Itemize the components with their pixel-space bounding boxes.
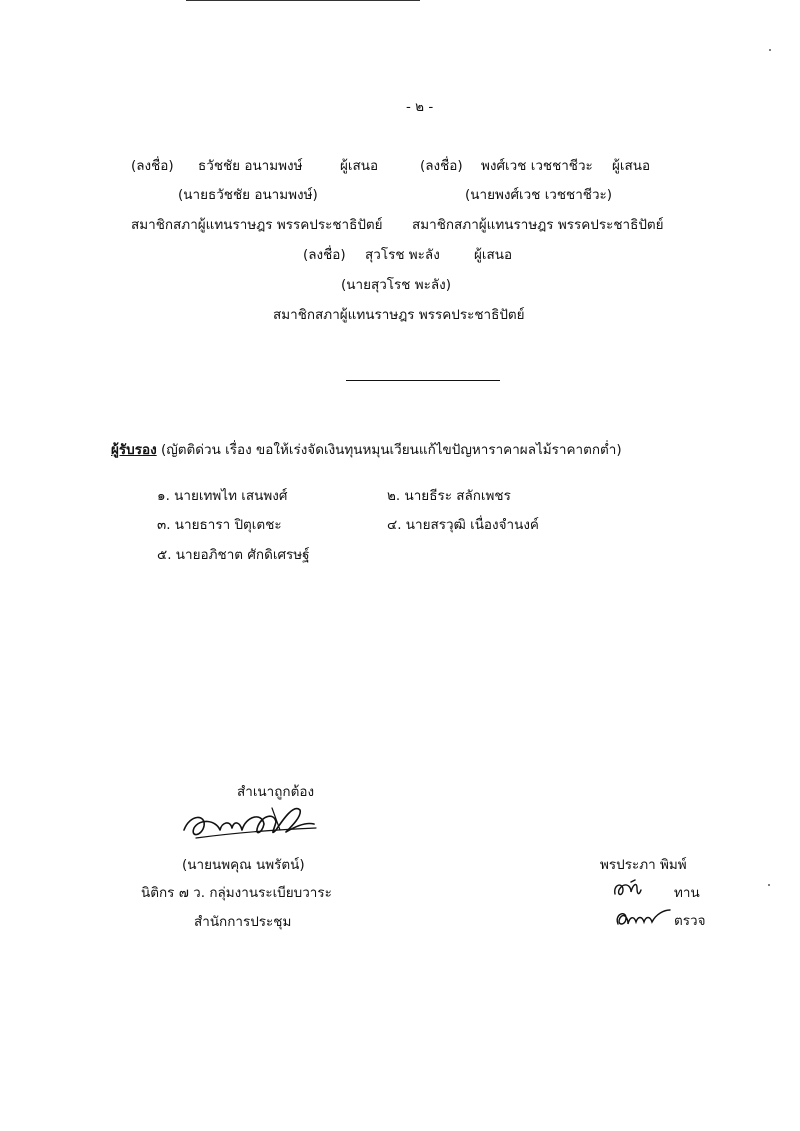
officer-name: (นายนพคุณ นพรัตน์) [182, 857, 305, 873]
center-proposer-role: ผู้เสนอ [474, 247, 513, 263]
left-full-name: (นายธวัชชัย อนามพงษ์) [178, 187, 318, 203]
page-number: - ๒ - [406, 99, 434, 115]
right-position: สมาชิกสภาผู้แทนราษฎร พรรคประชาธิปัตย์ [412, 217, 664, 233]
center-sign-label: (ลงชื่อ) [303, 247, 346, 263]
right-signature-name: พงศ์เวช เวชชาชีวะ [481, 158, 593, 174]
left-sign-label: (ลงชื่อ) [131, 158, 174, 174]
endorsement-line [111, 441, 622, 459]
typist-line: พรประภา พิมพ์ [600, 857, 687, 873]
separator-line [346, 380, 500, 381]
reviewer-initials [611, 878, 645, 900]
endorser-1: ๑. นายเทพไท เสนพงศ์ [157, 488, 288, 504]
left-signature-name: ธวัชชัย อนามพงษ์ [198, 158, 303, 174]
handwritten-signature [176, 800, 324, 850]
certified-copy-label: สำเนาถูกต้อง [237, 784, 315, 800]
officer-title: นิติกร ๗ ว. กลุ่มงานระเบียบวาระ [141, 885, 332, 901]
left-position: สมาชิกสภาผู้แทนราษฎร พรรคประชาธิปัตย์ [131, 217, 383, 233]
scan-speck [769, 49, 771, 51]
endorser-5: ๕. นายอภิชาต ศักดิเศรษฐ์ [157, 547, 310, 563]
center-full-name: (นายสุวโรช พะลัง) [341, 277, 452, 293]
left-proposer-role: ผู้เสนอ [340, 158, 379, 174]
checker-line: ตรวจ [674, 913, 706, 929]
office-name: สำนักการประชุม [194, 914, 292, 930]
scan-speck [768, 884, 770, 886]
right-sign-label: (ลงชื่อ) [420, 158, 463, 174]
endorser-2: ๒. นายธีระ สลักเพชร [387, 488, 511, 504]
endorser-4: ๔. นายสรวุฒิ เนื่องจำนงค์ [387, 517, 539, 533]
endorser-3: ๓. นายธารา ปิตุเตชะ [157, 517, 282, 533]
reviewer-line: ทาน [674, 885, 700, 901]
center-signature-name: สุวโรช พะลัง [365, 247, 440, 263]
top-border-line [186, 0, 420, 1]
endorsement-heading: ผู้รับรอง [111, 442, 157, 458]
checker-initials [612, 906, 674, 930]
endorsement-subject: (ญัตติด่วน เรื่อง ขอให้เร่งจัดเงินทุนหมุนเวียนแก้ไขปัญหาราคาผลไม้ราคาตกต่ำ) [160, 442, 622, 458]
right-full-name: (นายพงศ์เวช เวชชาชีวะ) [465, 187, 613, 203]
right-proposer-role: ผู้เสนอ [612, 158, 651, 174]
center-position: สมาชิกสภาผู้แทนราษฎร พรรคประชาธิปัตย์ [273, 307, 525, 323]
